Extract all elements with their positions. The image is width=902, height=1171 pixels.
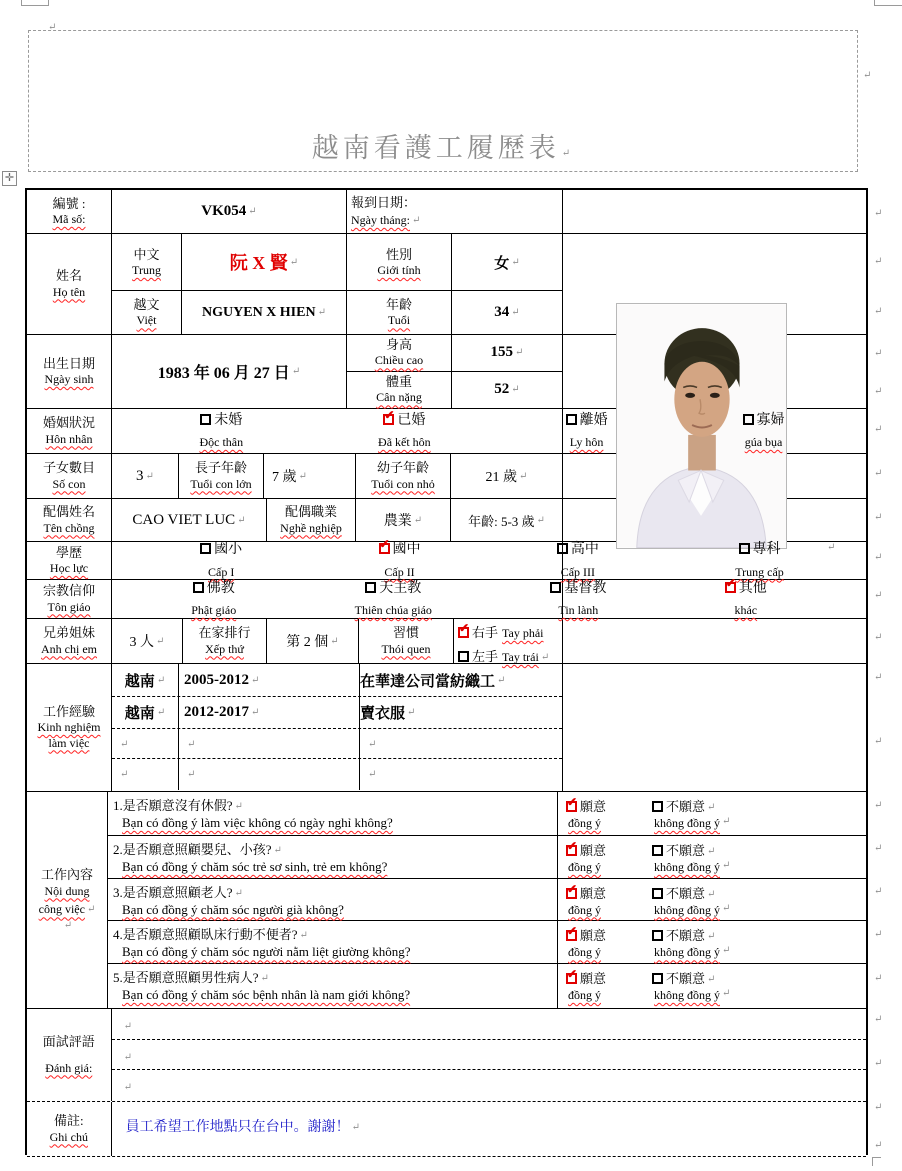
photo-cell [562, 190, 870, 792]
paragraph-mark-icon: ↵ [540, 652, 550, 663]
eldest-age-cell[interactable]: 7 歲 ↵ [264, 454, 356, 498]
paragraph-mark-icon: ↵ [234, 801, 243, 812]
paragraph-mark-icon: ↵ [874, 1102, 883, 1113]
paragraph-mark-icon: ↵ [874, 736, 883, 747]
youngest-age-cell[interactable]: 21 歲 ↵ [485, 470, 528, 485]
paragraph-mark-icon: ↵ [707, 888, 716, 900]
checkbox-other-religion[interactable]: ✔ [725, 582, 736, 593]
checkbox-willing[interactable]: ✔ [566, 930, 577, 941]
paragraph-mark-icon: ↵ [299, 930, 308, 942]
spouse-job-cell[interactable]: 農業 ↵ [356, 499, 451, 541]
paragraph-mark-icon: ↵ [291, 366, 301, 377]
field-label-interview: 面試評語 Đánh giá: [27, 1009, 112, 1101]
field-label-habit: 習慣 Thói quen [359, 619, 454, 663]
field-label-spouse-job: 配偶職業 Nghề nghiệp [267, 499, 356, 541]
paragraph-mark-icon: ↵ [874, 672, 883, 683]
report-date-cell[interactable]: 報到日期： Ngày tháng: ↵ [351, 195, 421, 227]
paragraph-mark-icon: ↵ [123, 1082, 132, 1094]
paragraph-mark-icon: ↵ [48, 22, 57, 33]
page-edge-marker-left [21, 0, 49, 6]
paragraph-mark-icon: ↵ [874, 973, 883, 984]
checkbox-married[interactable]: ✔ [383, 414, 394, 425]
field-label-age: 年齡 Tuổi [347, 291, 452, 334]
paragraph-mark-icon: ↵ [330, 635, 339, 647]
paragraph-mark-icon: ↵ [874, 800, 883, 811]
table-move-handle-icon[interactable]: ✛ [2, 171, 17, 186]
checkbox-college[interactable] [739, 543, 750, 554]
interview-comment-line[interactable] [112, 1070, 866, 1101]
paragraph-mark-icon: ↵ [874, 1014, 883, 1025]
paragraph-mark-icon: ↵ [63, 920, 73, 932]
checkbox-single[interactable] [200, 414, 211, 425]
field-label-weight: 體重 Cân nặng [347, 372, 452, 409]
paragraph-mark-icon: ↵ [874, 929, 883, 940]
paragraph-mark-icon: ↵ [561, 148, 575, 159]
field-label-eldest: 長子年齡 Tuổi con lớn [179, 454, 264, 498]
checkbox-willing[interactable]: ✔ [566, 888, 577, 899]
field-label-notes: 備註: Ghi chú [27, 1102, 112, 1156]
experience-row[interactable] [112, 759, 562, 790]
checkbox-widowed[interactable] [743, 414, 754, 425]
paragraph-mark-icon: ↵ [874, 632, 883, 643]
paragraph-mark-icon: ↵ [251, 707, 260, 718]
checkbox-unwilling[interactable] [652, 930, 663, 941]
answer-cell: ✔ 願意 不願意 ↵ đồng ý không đồng ý ↵ [567, 881, 731, 917]
checkbox-willing[interactable]: ✔ [566, 973, 577, 984]
paragraph-mark-icon: ↵ [827, 542, 836, 553]
notes-value-cell[interactable]: 員工希望工作地點只在台中。謝謝！ ↵ [125, 1120, 360, 1135]
interview-comment-line[interactable] [112, 1040, 866, 1071]
duty-question-row [108, 879, 866, 922]
duty-question-row [108, 792, 866, 836]
checkbox-right-hand[interactable]: ✔ [458, 627, 469, 638]
checkbox-junior-high[interactable]: ✔ [379, 543, 390, 554]
paragraph-mark-icon: ↵ [722, 945, 731, 957]
experience-row[interactable] [112, 729, 562, 759]
page-edge-marker-right [874, 0, 902, 6]
header-frame[interactable] [28, 30, 858, 172]
paragraph-mark-icon: ↵ [874, 886, 883, 897]
checkbox-unwilling[interactable] [652, 801, 663, 812]
paragraph-mark-icon: ↵ [317, 307, 326, 319]
height-value-cell[interactable]: 155 ↵ [490, 344, 524, 361]
checkbox-senior-high[interactable] [557, 543, 568, 554]
paragraph-mark-icon: ↵ [298, 470, 307, 482]
paragraph-mark-icon: ↵ [251, 674, 260, 686]
question-cell[interactable]: 1.是否願意沒有休假? ↵ Bạn có đồng ý làm việc không có ngày nghỉ không? [108, 792, 558, 835]
paragraph-mark-icon: ↵ [722, 988, 731, 1000]
field-label-siblings: 兄弟姐妹 Anh chị em [27, 619, 112, 663]
spouse-age-cell[interactable]: 年齡: 5-3 歲 ↵ [468, 513, 545, 529]
paragraph-mark-icon: ↵ [722, 859, 731, 871]
field-label-gender: 性別 Giới tính [347, 234, 452, 290]
paragraph-mark-icon: ↵ [273, 844, 282, 856]
checkbox-willing[interactable]: ✔ [566, 845, 577, 856]
field-label-religion: 宗教信仰 Tôn giáo [27, 580, 112, 618]
paragraph-mark-icon: ↵ [86, 904, 96, 916]
paragraph-mark-icon: ↵ [874, 552, 883, 563]
paragraph-mark-icon: ↵ [187, 739, 196, 750]
paragraph-mark-icon: ↵ [156, 707, 166, 718]
answer-cell: ✔ 願意 不願意 ↵ đồng ý không đồng ý ↵ [567, 795, 731, 830]
paragraph-mark-icon: ↵ [874, 256, 883, 267]
paragraph-mark-icon: ↵ [515, 347, 524, 359]
id-value-cell[interactable]: VK054 ↵ [112, 190, 347, 233]
age-value-cell[interactable]: 34 ↵ [494, 304, 520, 321]
paragraph-mark-icon: ↵ [707, 931, 716, 943]
children-count-cell[interactable]: 3 ↵ [112, 454, 179, 498]
paragraph-mark-icon: ↵ [145, 470, 154, 482]
paragraph-mark-icon: ↵ [536, 514, 545, 526]
checkbox-buddhism[interactable] [193, 582, 204, 593]
paragraph-mark-icon: ↵ [874, 208, 883, 219]
checkbox-unwilling[interactable] [652, 888, 663, 899]
paragraph-mark-icon: ↵ [874, 590, 883, 601]
paragraph-mark-icon: ↵ [248, 206, 257, 217]
checkbox-unwilling[interactable] [652, 973, 663, 984]
field-label-height: 身高 Chiều cao [347, 335, 452, 371]
experience-row[interactable]: 越南 ↵ 2005-2012 ↵ 在華達公司當紡織工 ↵ [112, 664, 562, 697]
paragraph-mark-icon: ↵ [874, 306, 883, 317]
vietnamese-name-cell[interactable]: NGUYEN X HIEN ↵ [182, 291, 347, 334]
birthdate-value-cell[interactable]: 1983 年 06 月 27 日 ↵ [112, 335, 347, 408]
field-label-rank: 在家排行 Xếp thứ [183, 619, 267, 663]
marital-options: 未婚 Độc thân ✔ 已婚 Đã kết hôn 離婚 Ly hôn 寡婦 gúa bụa [199, 407, 785, 449]
resume-form-table [25, 188, 868, 1155]
religion-options: 佛教 Phật giáo 天主教 Thiên chúa giáo 基督教 Tin lành ✔ 其他 khác [191, 575, 767, 617]
paragraph-mark-icon: ↵ [519, 470, 528, 482]
hand-options: ✔ 右手 Tay phải 左手 Tay trái ↵ [459, 621, 550, 664]
paragraph-mark-icon: ↵ [156, 674, 166, 686]
paragraph-mark-icon: ↵ [874, 468, 883, 479]
field-label-name: 姓名 Họ tên [27, 234, 112, 334]
paragraph-mark-icon: ↵ [351, 1122, 360, 1133]
field-label-birthdate: 出生日期 Ngày sinh [27, 335, 112, 408]
interview-comment-line[interactable] [112, 1009, 866, 1040]
answer-cell: ✔ 願意 不願意 ↵ đồng ý không đồng ý ↵ [567, 838, 731, 874]
checkbox-christian[interactable] [550, 582, 561, 593]
question-cell[interactable]: 2.是否願意照顧嬰兒、小孩? ↵ Bạn có đồng ý chăm sóc trẻ sơ sinh, trẻ em không? [108, 836, 558, 878]
paragraph-mark-icon: ↵ [234, 887, 243, 899]
sublabel-chinese: 中文 Trung [112, 234, 182, 290]
paragraph-mark-icon: ↵ [368, 769, 377, 780]
rank-value-cell[interactable]: 第 2 個 ↵ [267, 619, 359, 663]
field-label-id: 編號 : Mã số: [27, 190, 112, 233]
text-boundary-corner [872, 1157, 881, 1166]
siblings-count-cell[interactable]: 3 人 ↵ [112, 619, 183, 663]
paragraph-mark-icon: ↵ [123, 1051, 132, 1063]
field-label-experience: 工作經驗 Kinh nghiệm làm việc [27, 664, 112, 791]
spouse-name-cell[interactable]: CAO VIET LUC ↵ [112, 499, 267, 541]
field-label-marital: 婚姻狀況 Hôn nhân [27, 409, 112, 453]
paragraph-mark-icon: ↵ [156, 635, 165, 647]
question-cell[interactable]: 4.是否願意照顧臥床行動不便者? ↵ Bạn có đồng ý chăm sóc người nằm liệt giường không? [108, 921, 558, 963]
chinese-name-cell[interactable]: 阮 X 賢 ↵ [182, 234, 347, 290]
paragraph-mark-icon: ↵ [123, 1021, 132, 1032]
paragraph-mark-icon: ↵ [874, 512, 883, 523]
paragraph-mark-icon: ↵ [863, 70, 872, 81]
paragraph-mark-icon: ↵ [511, 384, 520, 396]
paragraph-mark-icon: ↵ [874, 386, 883, 397]
paragraph-mark-icon: ↵ [237, 514, 246, 526]
duty-question-row [108, 964, 866, 1008]
paragraph-mark-icon: ↵ [407, 707, 416, 718]
duty-question-row [108, 921, 866, 964]
paragraph-mark-icon: ↵ [874, 348, 883, 359]
paragraph-mark-icon: ↵ [874, 843, 883, 854]
paragraph-mark-icon: ↵ [120, 739, 129, 750]
gender-value-cell[interactable]: 女 ↵ [494, 255, 520, 272]
paragraph-mark-icon: ↵ [412, 215, 421, 226]
checkbox-primary-school[interactable] [200, 543, 211, 554]
paragraph-mark-icon: ↵ [120, 769, 129, 780]
question-cell[interactable]: 3.是否願意照顧老人? ↵ Bạn có đồng ý chăm sóc người già không? [108, 879, 558, 921]
field-label-spouse: 配偶姓名 Tên chồng [27, 499, 112, 541]
paragraph-mark-icon: ↵ [260, 973, 269, 985]
paragraph-mark-icon: ↵ [707, 974, 716, 986]
checkbox-unwilling[interactable] [652, 845, 663, 856]
education-options: 國小 Cấp I ✔ 國中 Cấp II 高中 Cấp III 專科 Trung cấp [112, 542, 866, 579]
page-title: 越南看護工履歷表 ↵ [311, 133, 575, 163]
paragraph-mark-icon: ↵ [368, 739, 377, 750]
answer-cell: ✔ 願意 不願意 ↵ đồng ý không đồng ý ↵ [567, 967, 731, 1003]
sublabel-vietnamese: 越文 Việt [112, 291, 182, 334]
field-label-children: 子女數目 Số con [27, 454, 112, 498]
paragraph-mark-icon: ↵ [722, 902, 731, 914]
checkbox-willing[interactable]: ✔ [566, 801, 577, 812]
checkbox-divorced[interactable] [566, 414, 577, 425]
paragraph-mark-icon: ↵ [874, 1140, 883, 1151]
field-label-duties: 工作內容 Nội dung công việc ↵ ↵ [27, 792, 108, 1008]
answer-cell: ✔ 願意 不願意 ↵ đồng ý không đồng ý ↵ [567, 924, 731, 960]
field-label-youngest: 幼子年齡 Tuổi con nhỏ [356, 454, 451, 498]
question-cell[interactable]: 5.是否願意照顧男性病人? ↵ Bạn có đồng ý chăm sóc bệnh nhân là nam giới không? [108, 964, 558, 1008]
paragraph-mark-icon: ↵ [874, 1058, 883, 1069]
field-label-education: 學歷 Học lực [27, 542, 112, 579]
paragraph-mark-icon: ↵ [413, 514, 423, 526]
checkbox-catholic[interactable] [365, 582, 376, 593]
paragraph-mark-icon: ↵ [707, 845, 716, 857]
duty-question-row [108, 836, 866, 879]
experience-row[interactable]: 越南 ↵ 2012-2017 ↵ 賣衣服 ↵ [112, 697, 562, 729]
weight-value-cell[interactable]: 52 ↵ [494, 381, 520, 398]
paragraph-mark-icon: ↵ [289, 256, 299, 268]
paragraph-mark-icon: ↵ [187, 769, 196, 780]
paragraph-mark-icon: ↵ [722, 816, 731, 827]
paragraph-mark-icon: ↵ [497, 674, 506, 686]
paragraph-mark-icon: ↵ [707, 802, 716, 813]
paragraph-mark-icon: ↵ [511, 307, 520, 319]
paragraph-mark-icon: ↵ [874, 424, 883, 435]
checkbox-left-hand[interactable] [458, 651, 469, 662]
paragraph-mark-icon: ↵ [511, 256, 520, 268]
